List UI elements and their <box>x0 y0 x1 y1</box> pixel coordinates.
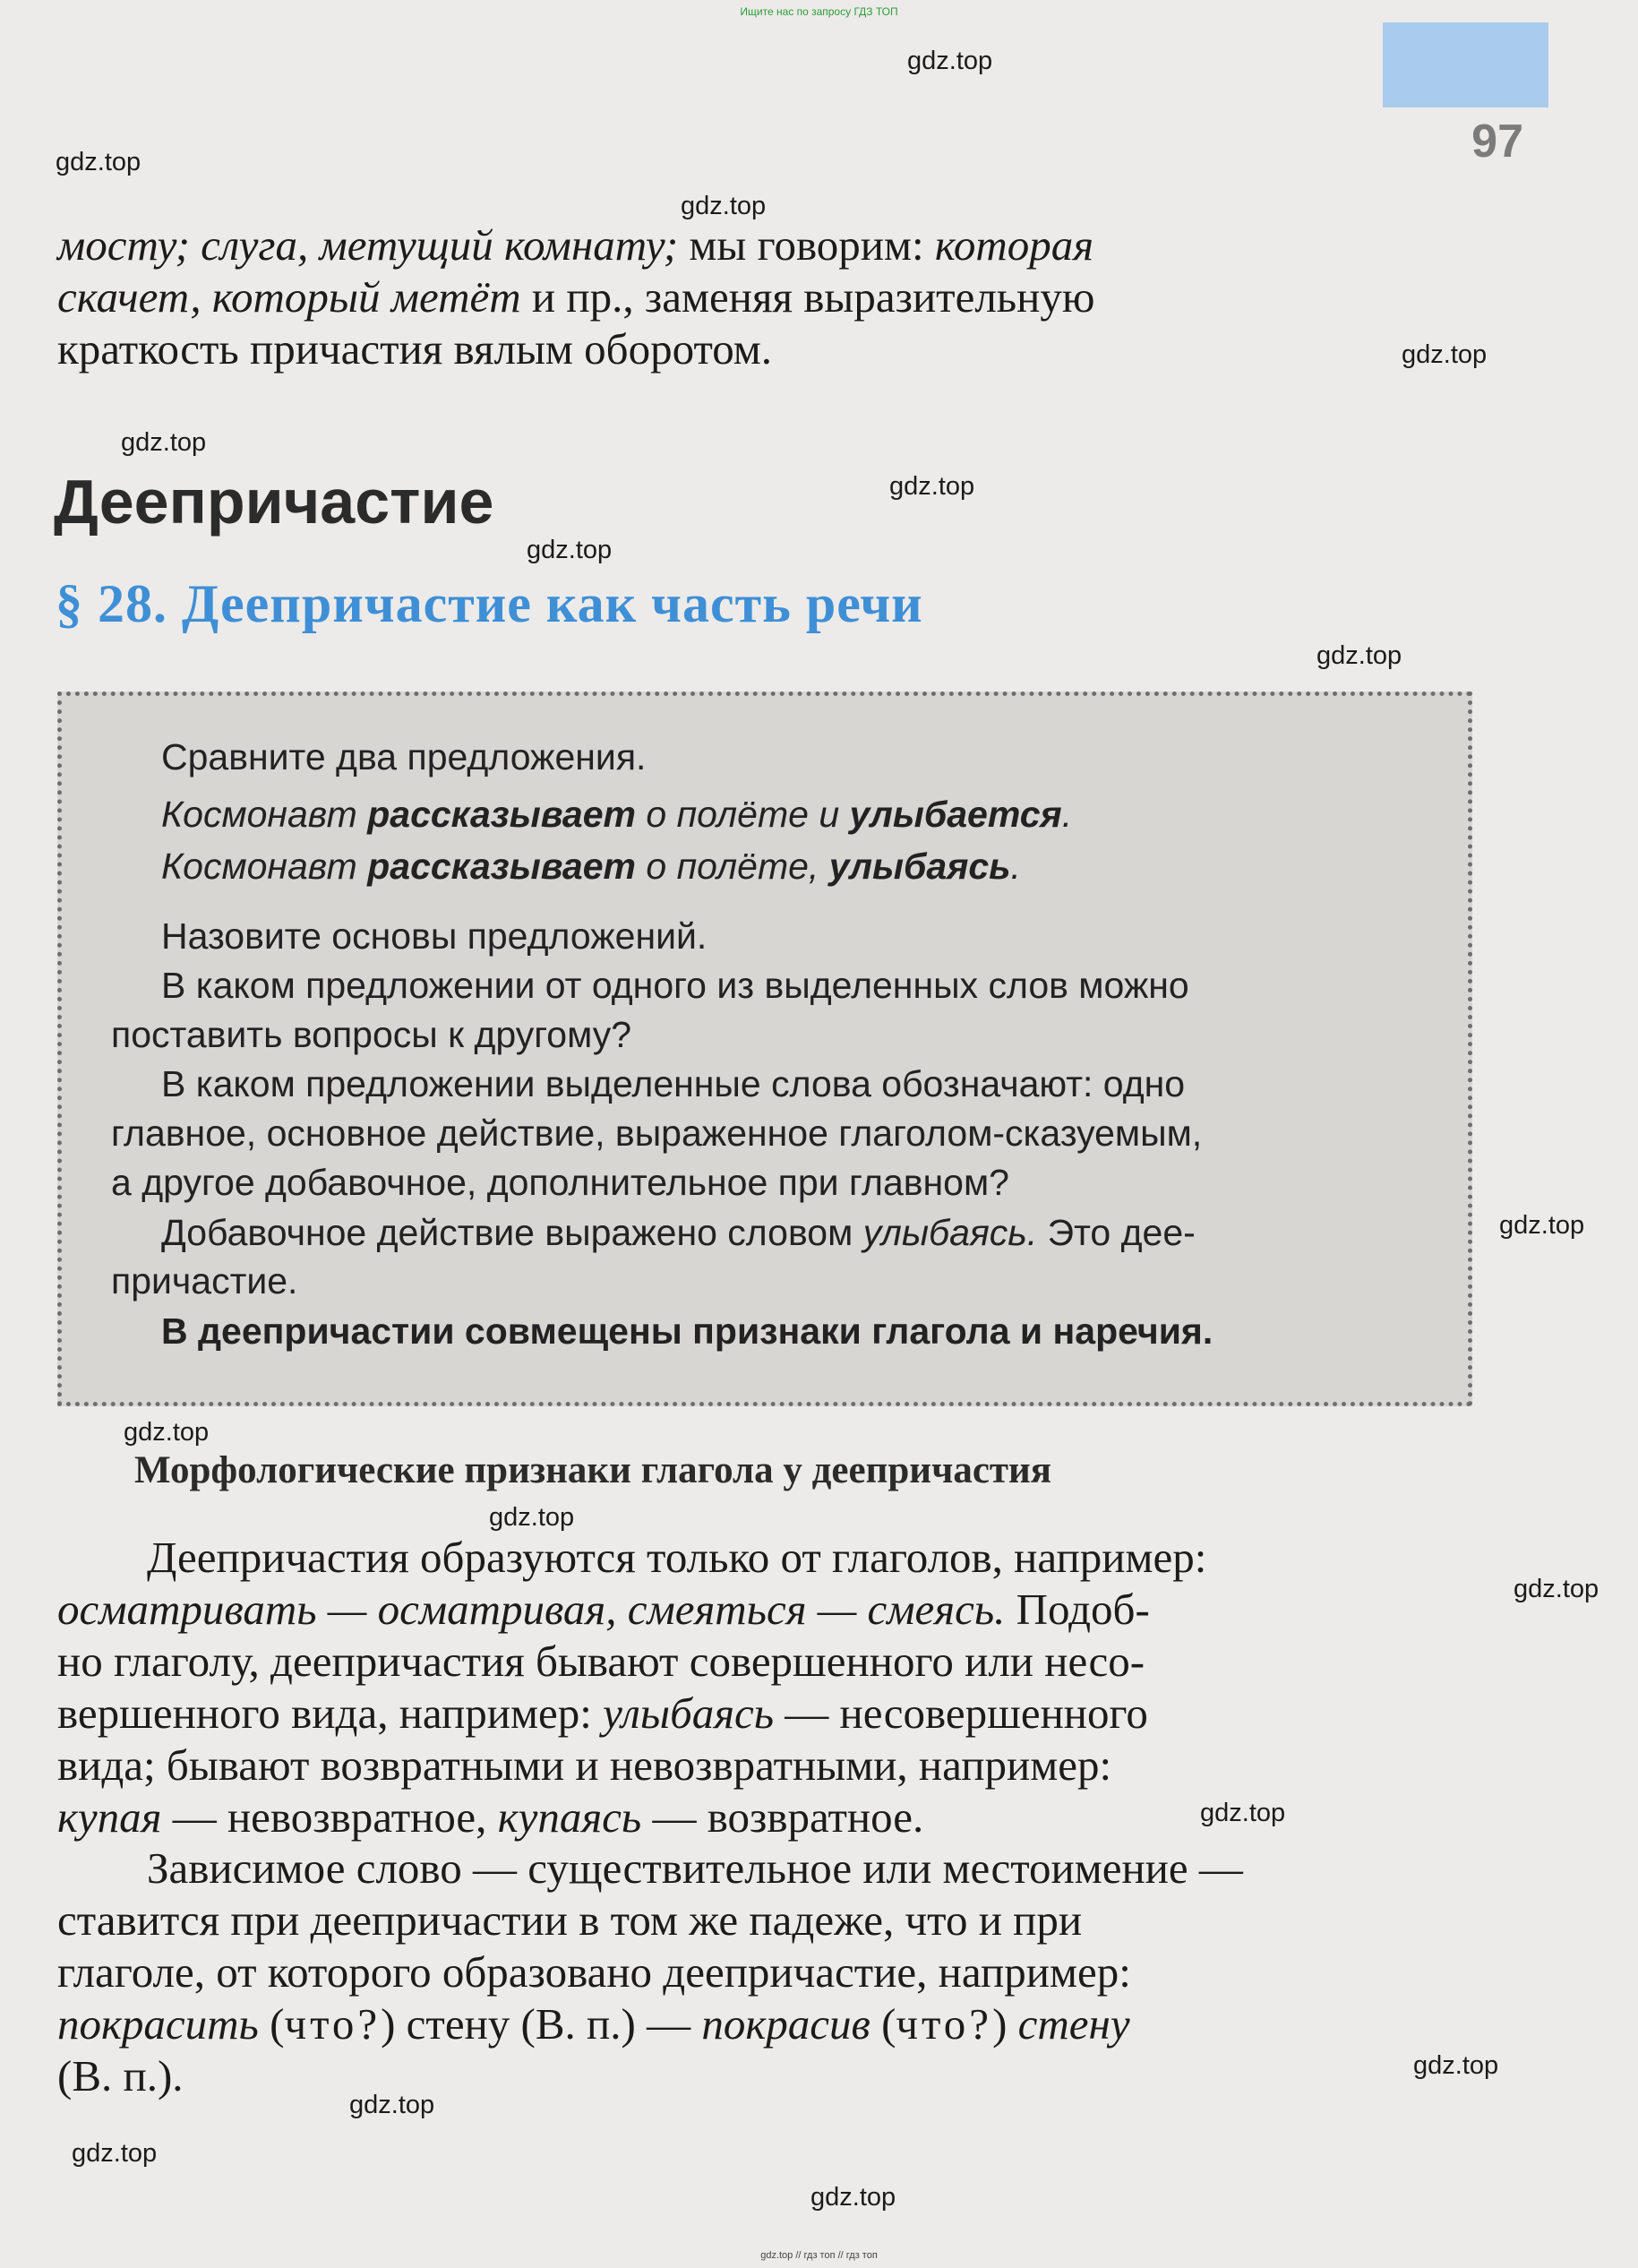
question-3-line-2: главное, основное действие, выраженное глаголом-сказуемым, <box>111 1113 1203 1154</box>
paragraph-1 <box>57 1532 1472 1843</box>
p1-line: купая — невозвратное, купаясь — возвратное. <box>57 1792 924 1842</box>
question-3-line-3: а другое добавочное, дополнительное при главном? <box>111 1162 1009 1203</box>
watermark: gdz.top <box>72 2139 158 2168</box>
watermark: gdz.top <box>1200 1799 1286 1827</box>
watermark: gdz.top <box>1514 1575 1599 1603</box>
site-note-top: Ищите нас по запросу ГДЗ ТОП <box>740 5 898 18</box>
p1-line: вида; бывают возвратными и невозвратными, например: <box>57 1740 1112 1790</box>
watermark: gdz.top <box>124 1418 210 1447</box>
watermark: gdz.top <box>1499 1211 1585 1240</box>
watermark: gdz.top <box>889 472 975 501</box>
explanation-line-1: Добавочное действие выражено словом улыбаясь. Это дее- <box>161 1212 1196 1253</box>
p1-line: Деепричастия образуются только от глаголов, например: <box>147 1533 1207 1582</box>
intro-line: краткость причастия вялым оборотом. <box>57 324 773 374</box>
rule-statement: В деепричастии совмещены признаки глагола и наречия. <box>161 1310 1213 1352</box>
watermark: gdz.top <box>810 2183 896 2212</box>
paragraph-2 <box>57 1843 1472 2102</box>
question-2-line-1: В каком предложении от одного из выделенных слов можно <box>161 965 1189 1006</box>
p2-line: покрасить (что?) стену (В. п.) — покрасив (что?) стену <box>57 1999 1130 2049</box>
watermark: gdz.top <box>1413 2051 1499 2080</box>
paragraph-title: § 28. Деепричастие как часть речи <box>56 574 923 633</box>
watermark: gdz.top <box>1316 641 1402 670</box>
example-sentence-2: Космонавт рассказывает о полёте, улыбаясь. <box>161 846 1021 887</box>
watermark: gdz.top <box>681 192 767 220</box>
example-sentence-1: Космонавт рассказывает о полёте и улыбается. <box>161 794 1073 835</box>
p2-line: Зависимое слово — существительное или местоимение — <box>147 1843 1243 1893</box>
explanation-line-2: причастие. <box>111 1260 298 1302</box>
page-corner-tab <box>1383 22 1548 107</box>
p1-line: осматривать — осматривая, смеяться — смеясь. Подоб- <box>57 1585 1150 1634</box>
watermark: gdz.top <box>489 1503 575 1532</box>
intro-line: скачет, который метёт и пр., заменяя выразительную <box>57 272 1095 322</box>
exercise-intro: Сравните два предложения. <box>161 736 647 777</box>
intro-line: мосту; слуга, метущий комнату; мы говорим: которая <box>57 220 1094 270</box>
site-note-bottom: gdz.top // гдз топ // гдз топ <box>760 2250 878 2261</box>
watermark: gdz.top <box>349 2091 435 2119</box>
watermark: gdz.top <box>56 148 142 176</box>
p1-line: вершенного вида, например: улыбаясь — несовершенного <box>57 1688 1148 1738</box>
subheading: Морфологические признаки глагола у деепричастия <box>134 1449 1052 1491</box>
watermark: gdz.top <box>121 428 207 457</box>
section-title: Деепричастие <box>54 467 494 537</box>
p2-line: (В. п.). <box>57 2051 184 2100</box>
p2-line: ставится при деепричастии в том же падеже, что и при <box>57 1895 1083 1945</box>
question-1: Назовите основы предложений. <box>161 915 708 957</box>
question-2-line-2: поставить вопросы к другому? <box>111 1014 632 1055</box>
p1-line: но глаголу, деепричастия бывают совершенного или несо- <box>57 1637 1145 1686</box>
watermark: gdz.top <box>1402 340 1488 369</box>
intro-paragraph <box>57 219 1472 375</box>
question-3-line-1: В каком предложении выделенные слова обозначают: одно <box>161 1063 1186 1104</box>
watermark: gdz.top <box>907 47 993 75</box>
page-number: 97 <box>1471 116 1523 168</box>
p2-line: глаголе, от которого образовано деепричастие, например: <box>57 1947 1131 1997</box>
watermark: gdz.top <box>527 536 613 564</box>
